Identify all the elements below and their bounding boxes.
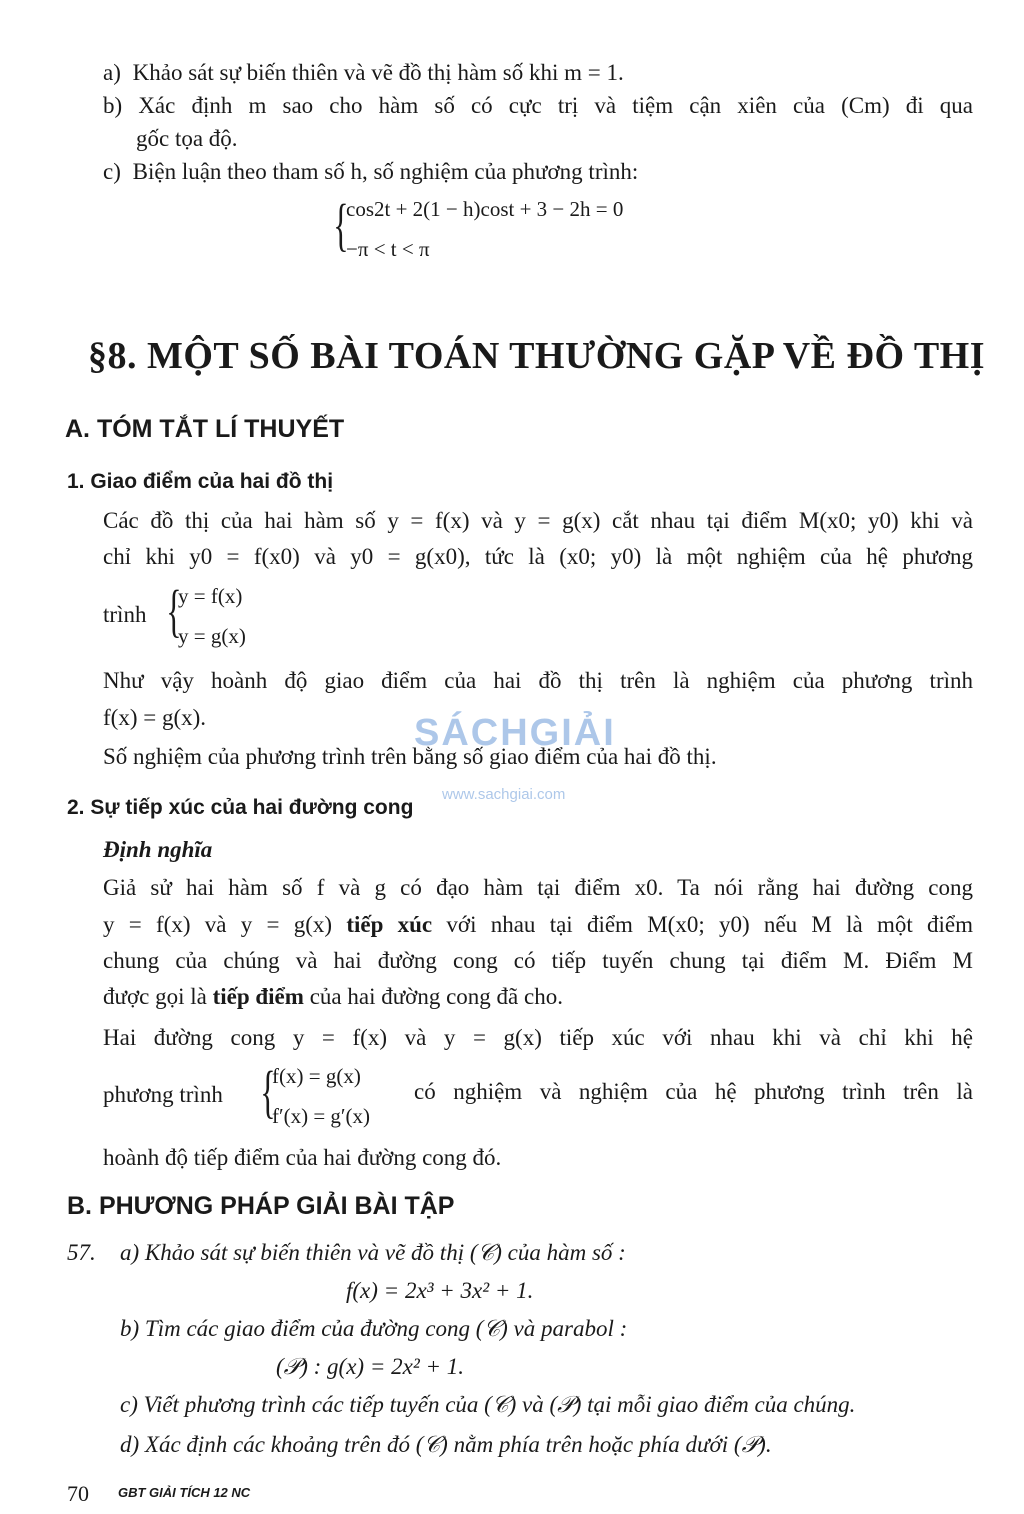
subsection-1-heading: 1. Giao điểm của hai đồ thị	[67, 470, 334, 493]
watermark-logo: SÁCHGIẢI	[414, 712, 616, 754]
s2-line5: Hai đường cong y = f(x) và y = g(x) tiếp xúc với nhau khi và chỉ khi hệ	[103, 1025, 973, 1050]
s1-paragraph-line1: Các đồ thị của hai hàm số y = f(x) và y = g(x) cắt nhau tại điểm M(x0; y0) khi và	[103, 508, 973, 533]
watermark-url: www.sachgiai.com	[442, 786, 566, 803]
exercise-formula-g: (𝒫) : g(x) = 2x² + 1.	[276, 1354, 464, 1379]
system-equation-1: cos2t + 2(1 − h)cost + 3 − 2h = 0	[346, 197, 624, 221]
exercise-item-a: a) Khảo sát sự biến thiên và vẽ đồ thị (𝒞) của hàm số :	[120, 1240, 626, 1265]
s2-line3: chung của chúng và hai đường cong có tiếp tuyến chung tại điểm M. Điểm M	[103, 948, 973, 973]
definition-label: Định nghĩa	[103, 837, 213, 862]
s2-line1: Giả sử hai hàm số f và g có đạo hàm tại điểm x0. Ta nói rằng hai đường cong	[103, 875, 973, 900]
exercise-number: 57.	[67, 1240, 96, 1265]
s1-paragraph2-line1: Như vậy hoành độ giao điểm của hai đồ thị trên là nghiệm của phương trình	[103, 668, 973, 693]
exercise-item-b: b) Tìm các giao điểm của đường cong (𝒞) và parabol :	[120, 1316, 628, 1341]
s1-system-brace: {	[166, 578, 182, 643]
intro-item-b-line2: gốc tọa độ.	[136, 126, 238, 151]
s1-paragraph-line2: chỉ khi y0 = f(x0) và y0 = g(x0), tức là (x0; y0) là một nghiệm của hệ phương	[103, 544, 973, 569]
s1-system-line1: y = f(x)	[178, 584, 243, 608]
s1-paragraph2-line2: f(x) = g(x).	[103, 705, 207, 730]
s2-line7: hoành độ tiếp điểm của hai đường cong đó.	[103, 1145, 502, 1170]
exercise-item-d: d) Xác định các khoảng trên đó (𝒞) nằm phía trên hoặc phía dưới (𝒫).	[120, 1432, 772, 1457]
intro-item-a: a) Khảo sát sự biến thiên và vẽ đồ thị hàm số khi m = 1.	[103, 60, 624, 85]
system-brace: {	[333, 192, 349, 257]
s2-pt-label: phương trình	[103, 1082, 223, 1107]
part-a-heading: A. TÓM TẮT LÍ THUYẾT	[65, 415, 345, 443]
s1-trinh-label: trình	[103, 602, 147, 627]
s2-system-line1: f(x) = g(x)	[272, 1064, 361, 1088]
book-title: GBT GIẢI TÍCH 12 NC	[118, 1485, 251, 1500]
subsection-2-heading: 2. Sự tiếp xúc của hai đường cong	[67, 796, 414, 819]
section-title: §8. MỘT SỐ BÀI TOÁN THƯỜNG GẶP VỀ ĐỒ THỊ	[88, 335, 986, 377]
s1-paragraph3: Số nghiệm của phương trình trên bằng số giao điểm của hai đồ thị.	[103, 744, 717, 769]
s2-line4: được gọi là tiếp điểm của hai đường cong đã cho.	[103, 984, 563, 1009]
s2-system-brace: {	[260, 1059, 276, 1124]
s2-line2: y = f(x) và y = g(x) tiếp xúc với nhau tại điểm M(x0; y0) nếu M là một điểm	[103, 912, 973, 937]
s1-system-line2: y = g(x)	[178, 624, 246, 648]
page-number: 70	[67, 1481, 89, 1506]
exercise-formula-f: f(x) = 2x³ + 3x² + 1.	[346, 1278, 534, 1303]
intro-item-c: c) Biện luận theo tham số h, số nghiệm của phương trình:	[103, 159, 639, 184]
s2-system-line2: f′(x) = g′(x)	[272, 1104, 370, 1128]
part-b-heading: B. PHƯƠNG PHÁP GIẢI BÀI TẬP	[67, 1192, 455, 1220]
system-equation-2: −π < t < π	[346, 237, 430, 261]
s2-line6-after: có nghiệm và nghiệm của hệ phương trình trên là	[414, 1079, 973, 1104]
exercise-item-c: c) Viết phương trình các tiếp tuyến của (𝒞) và (𝒫) tại mỗi giao điểm của chúng.	[120, 1392, 856, 1417]
intro-item-b-line1: b) Xác định m sao cho hàm số có cực trị và tiệm cận xiên của (Cm) đi qua	[103, 93, 973, 118]
